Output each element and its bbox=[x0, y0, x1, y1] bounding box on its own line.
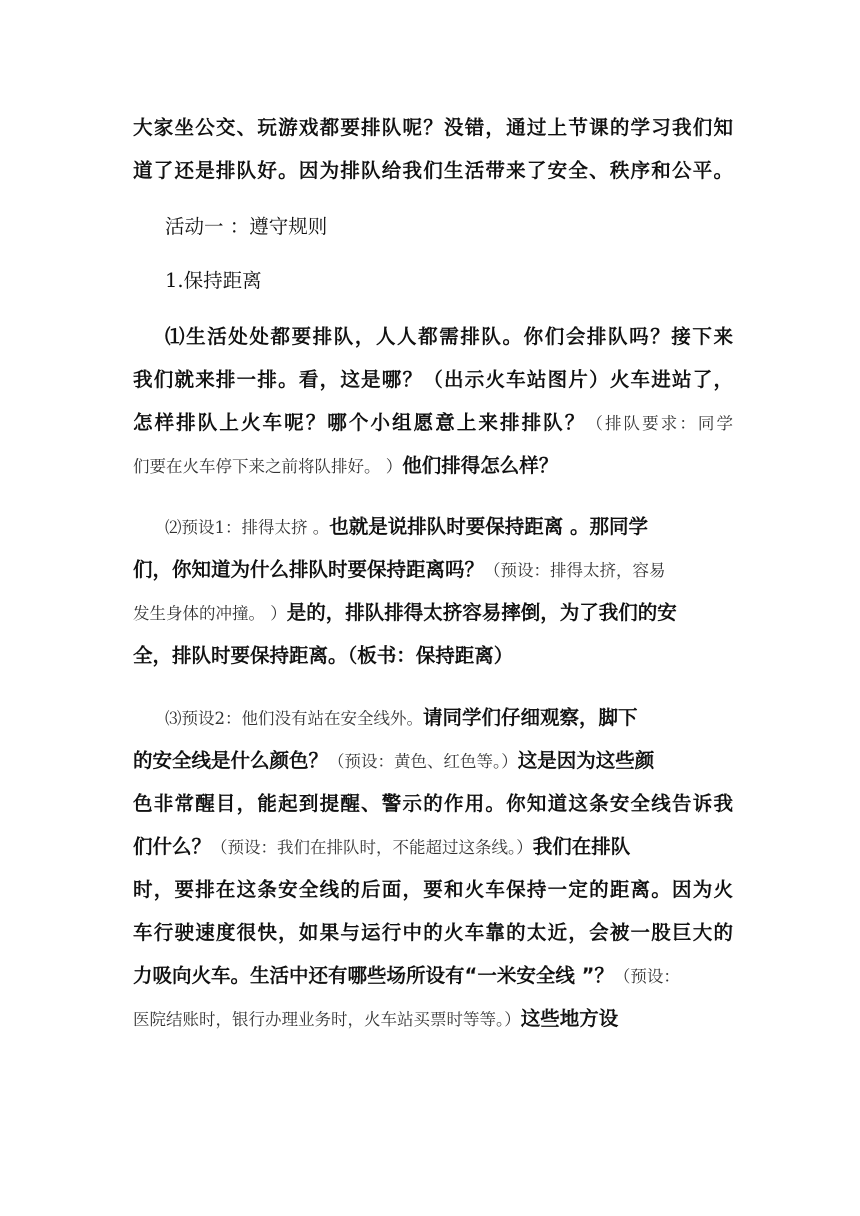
text-line bbox=[133, 444, 733, 487]
text-run: 们什么？ bbox=[133, 835, 212, 858]
text-run: 怎样排队上火车呢？哪个小组愿意上来排排队？ bbox=[133, 411, 587, 434]
text-line: 时，要排在这条安全线的后面，要和火车保持一定的距离。因为火 bbox=[133, 878, 733, 901]
text-line bbox=[133, 401, 733, 444]
paragraph-keep-distance bbox=[133, 505, 733, 677]
text-run: 也就是说排队时要保持距离 。那同学 bbox=[329, 515, 649, 538]
activity-title: 活动一 ：遵守规则 bbox=[165, 215, 328, 238]
text-line: 车行驶速度很快，如果与运行中的火车靠的太近，会被一股巨大的 bbox=[133, 921, 733, 944]
text-line: 我们就来排一排。看，这是哪？（出示火车站图片）火车进站了， bbox=[133, 368, 733, 391]
note-run: （预设：黄色、红色等。） bbox=[328, 752, 518, 771]
paragraph-intro bbox=[133, 106, 733, 192]
paragraph-queue-practice bbox=[133, 315, 733, 487]
text-line: 色非常醒目，能起到提醒、警示的作用。你知道这条安全线告诉我 bbox=[133, 792, 733, 815]
text-line bbox=[133, 954, 733, 997]
text-line bbox=[133, 825, 733, 868]
note-run: （预设：排得太挤，容易 bbox=[484, 561, 666, 580]
note-run: （预设： bbox=[613, 967, 680, 986]
text-run: 的安全线是什么颜色？ bbox=[133, 749, 329, 772]
text-run: 请同学们仔细观察，脚下 bbox=[423, 706, 638, 729]
text-run: 这是因为这些颜 bbox=[517, 749, 655, 772]
text-run: 我们在排队 bbox=[532, 835, 631, 858]
text-run: 是的，排队排得太挤容易摔倒，为了我们的安 bbox=[286, 601, 677, 624]
note-run: 发生身体的冲撞。 ） bbox=[133, 604, 287, 623]
text-run: 们，你知道为什么排队时要保持距离吗？ bbox=[133, 558, 485, 581]
note-run: （排队要求：同学 bbox=[586, 414, 733, 433]
text-line bbox=[133, 548, 733, 591]
text-line bbox=[133, 997, 733, 1040]
text-line: ⑴生活处处都要排队，人人都需排队。你们会排队吗？接下来 bbox=[165, 325, 733, 348]
text-line bbox=[133, 739, 733, 782]
text-line bbox=[133, 696, 733, 739]
text-line: 大家坐公交、玩游戏都要排队呢？没错，通过上节课的学习我们知 bbox=[133, 116, 733, 139]
text-line bbox=[133, 591, 733, 634]
text-line: 道了还是排队好。因为排队给我们生活带来了安全、秩序和公平。 bbox=[133, 159, 733, 182]
note-run: 们要在火车停下来之前将队排好。 ） bbox=[133, 457, 403, 476]
text-line bbox=[133, 505, 733, 548]
note-run: ⑶预设2：他们没有站在安全线外。 bbox=[165, 709, 423, 728]
activity-heading bbox=[133, 205, 733, 248]
section-title: 1.保持距离 bbox=[165, 269, 262, 292]
text-line: 全，排队时要保持距离。（板书：保持距离） bbox=[133, 644, 514, 667]
text-run: 这些地方设 bbox=[520, 1007, 619, 1030]
text-run: 他们排得怎么样？ bbox=[402, 454, 559, 477]
note-run: ⑵预设1：排得太挤 。 bbox=[165, 518, 330, 537]
section-heading bbox=[133, 259, 733, 302]
paragraph-safety-line bbox=[133, 696, 733, 1040]
note-run: （预设：我们在排队时，不能超过这条线。） bbox=[211, 838, 533, 857]
note-run: 医院结账时，银行办理业务时，火车站买票时等等。） bbox=[133, 1010, 521, 1029]
text-run: 力吸向火车。生活中还有哪些场所设有“一米安全线 ”？ bbox=[133, 964, 614, 987]
